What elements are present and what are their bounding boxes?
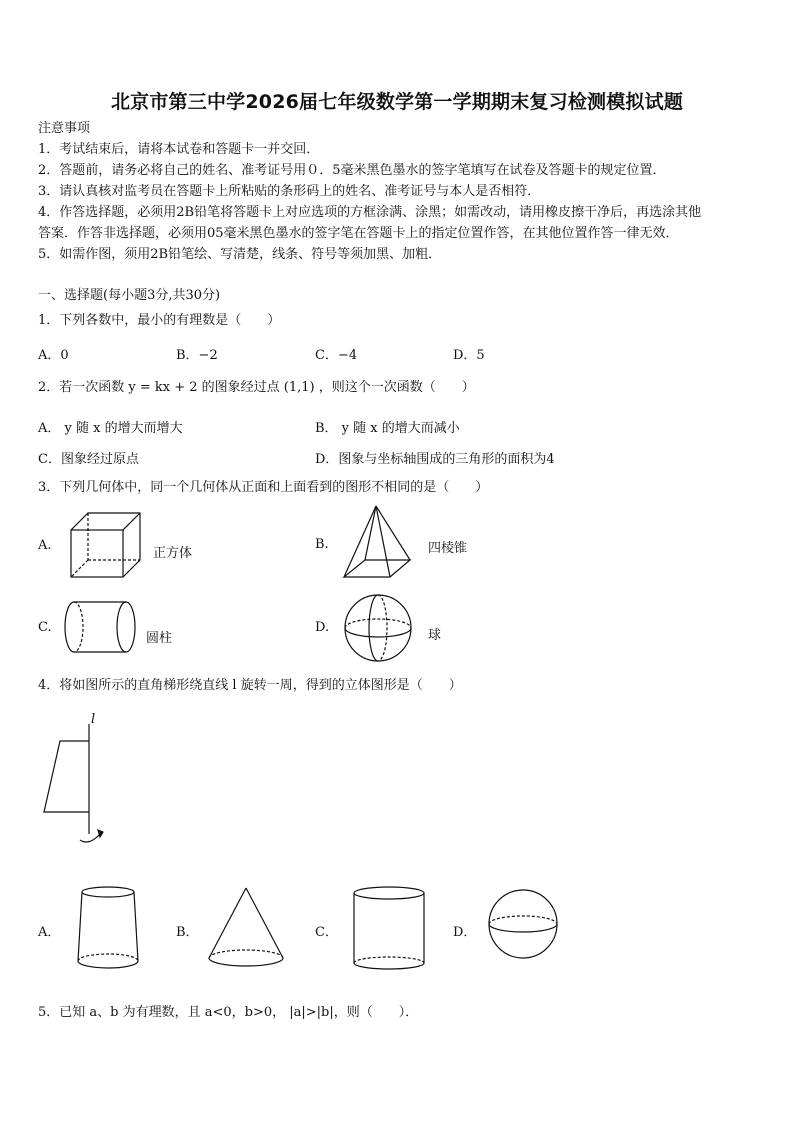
question-1-stem: 1．下列各数中，最小的有理数是（ ） — [38, 313, 281, 328]
q1-option-d: D．5 — [453, 348, 485, 363]
sphere-figure — [342, 592, 416, 664]
axis-label-l: l — [91, 712, 96, 727]
question-4-stem: 4．将如图所示的直角梯形绕直线 l 旋转一周，得到的立体图形是（ ） — [38, 678, 462, 693]
q3-name-pyramid: 四棱锥 — [428, 541, 468, 556]
sphere-answer-figure — [486, 887, 562, 963]
frustum-figure — [72, 884, 144, 976]
q3-name-cube: 正方体 — [153, 546, 193, 561]
q1-option-b: B．−2 — [176, 348, 218, 363]
q2-option-d: D．图象与坐标轴围成的三角形的面积为4 — [315, 452, 555, 467]
q3-option-c-letter: C. — [38, 620, 52, 635]
cylinder-figure — [64, 600, 138, 656]
q3-option-b-letter: B. — [315, 537, 329, 552]
q2-option-b: B． y 随 x 的增大而减小 — [315, 421, 460, 436]
q4-option-d-letter: D． — [453, 925, 477, 940]
notice-item-5: 5．如需作图，须用2B铅笔绘、写清楚，线条、符号等须加黑、加粗． — [38, 247, 442, 262]
q2-option-a: A． y 随 x 的增大而增大 — [38, 421, 183, 436]
q4-option-c-letter: C． — [315, 925, 338, 940]
question-3-stem: 3．下列几何体中，同一个几何体从正面和上面看到的图形不相同的是（ ） — [38, 480, 489, 495]
cylinder-upright-figure — [350, 884, 430, 976]
pyramid-figure — [340, 503, 420, 581]
section-heading: 一、选择题(每小题3分,共30分) — [38, 288, 221, 303]
q4-option-b-letter: B． — [176, 925, 199, 940]
cube-figure — [66, 510, 146, 580]
cone-figure — [205, 886, 287, 972]
trapezoid-rotation-figure — [40, 716, 120, 851]
question-2-stem: 2．若一次函数 y = kx + 2 的图象经过点 (1,1) ，则这个一次函数（ ） — [38, 380, 475, 395]
question-5-stem: 5．已知 a、b 为有理数，且 a<0，b>0， |a|>|b|，则（ ）． — [38, 1005, 419, 1020]
notice-item-4: 4．作答选择题，必须用2B铅笔将答题卡上对应选项的方框涂满、涂黑；如需改动，请用橡皮擦干净后，再选涂其他 — [38, 205, 702, 220]
notice-item-2: 2．答题前，请务必将自己的姓名、准考证号用０．5毫米黑色墨水的签字笔填写在试卷及答题卡的规定位置． — [38, 163, 666, 178]
q1-option-c: C．−4 — [315, 348, 358, 363]
notice-item-1: 1．考试结束后，请将本试卷和答题卡一并交回． — [38, 142, 320, 157]
q3-name-sphere: 球 — [428, 628, 442, 643]
q2-option-c: C．图象经过原点 — [38, 452, 139, 467]
page-title: 北京市第三中学2026届七年级数学第一学期期末复习检测模拟试题 — [110, 91, 684, 113]
q4-option-a-letter: A． — [38, 925, 61, 940]
notice-heading: 注意事项 — [38, 121, 91, 136]
q1-option-a: A．0 — [38, 348, 69, 363]
q3-name-cylinder: 圆柱 — [146, 631, 173, 646]
notice-item-4-cont: 答案．作答非选择题，必须用05毫米黑色墨水的签字笔在答题卡上的指定位置作答，在其他位置作答一律无效． — [38, 226, 679, 241]
q3-option-d-letter: D. — [315, 620, 330, 635]
notice-item-3: 3．请认真核对监考员在答题卡上所粘贴的条形码上的姓名、准考证号与本人是否相符． — [38, 184, 541, 199]
q3-option-a-letter: A. — [38, 538, 52, 553]
